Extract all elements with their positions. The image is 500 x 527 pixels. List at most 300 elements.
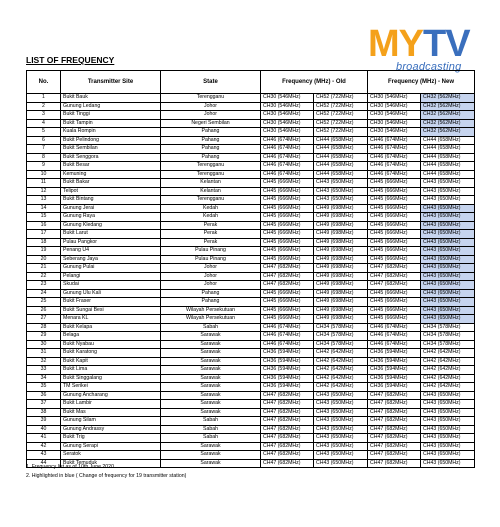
cell-old-1: CH46 (674MHz) — [261, 136, 314, 145]
cell-old-2: CH49 (698MHz) — [314, 315, 368, 324]
cell-old-1: CH45 (666MHz) — [261, 204, 314, 213]
cell-no: 13 — [27, 196, 61, 205]
cell-new-2: CH44 (658MHz) — [421, 153, 475, 162]
cell-new-1: CH36 (594MHz) — [368, 349, 421, 358]
cell-old-2: CH49 (698MHz) — [314, 264, 368, 273]
cell-state: Johor — [161, 111, 261, 120]
cell-new-2: CH34 (578MHz) — [421, 323, 475, 332]
table-row — [27, 238, 475, 247]
cell-new-2: CH43 (650MHz) — [421, 179, 475, 188]
cell-old-2: CH43 (650MHz) — [314, 391, 368, 400]
cell-old-2: CH34 (578MHz) — [314, 340, 368, 349]
cell-state: Negeri Sembilan — [161, 119, 261, 128]
cell-site: Bukit Lima — [61, 366, 161, 375]
cell-no: 40 — [27, 425, 61, 434]
cell-site: Bukit Bauk — [61, 94, 161, 103]
cell-new-1: CH46 (674MHz) — [368, 332, 421, 341]
cell-no: 12 — [27, 187, 61, 196]
cell-new-1: CH45 (666MHz) — [368, 306, 421, 315]
cell-old-2: CH52 (722MHz) — [314, 111, 368, 120]
cell-state: Sarawak — [161, 442, 261, 451]
table-row — [27, 383, 475, 392]
cell-old-2: CH49 (698MHz) — [314, 272, 368, 281]
cell-new-1: CH47 (682MHz) — [368, 264, 421, 273]
cell-new-2: CH32 (562MHz) — [421, 94, 475, 103]
cell-state: Sarawak — [161, 408, 261, 417]
cell-new-2: CH44 (658MHz) — [421, 162, 475, 171]
cell-no: 6 — [27, 136, 61, 145]
table-row — [27, 230, 475, 239]
cell-old-1: CH30 (546MHz) — [261, 128, 314, 137]
cell-state: Pahang — [161, 298, 261, 307]
table-row — [27, 340, 475, 349]
header-site: Transmitter Site — [61, 71, 161, 94]
cell-old-1: CH45 (666MHz) — [261, 230, 314, 239]
cell-state: Sarawak — [161, 459, 261, 468]
cell-new-1: CH45 (666MHz) — [368, 196, 421, 205]
cell-old-2: CH44 (658MHz) — [314, 170, 368, 179]
table-row — [27, 442, 475, 451]
cell-old-1: CH45 (666MHz) — [261, 247, 314, 256]
cell-old-1: CH47 (682MHz) — [261, 400, 314, 409]
cell-state: Johor — [161, 272, 261, 281]
cell-no: 22 — [27, 272, 61, 281]
cell-old-2: CH43 (650MHz) — [314, 187, 368, 196]
cell-old-2: CH44 (658MHz) — [314, 162, 368, 171]
cell-new-1: CH47 (682MHz) — [368, 417, 421, 426]
cell-no: 1 — [27, 94, 61, 103]
table-row — [27, 315, 475, 324]
cell-state: Kedah — [161, 204, 261, 213]
cell-new-1: CH46 (674MHz) — [368, 145, 421, 154]
page-title: LIST OF FREQUENCY — [26, 55, 115, 65]
cell-site: Gunung Ulu Kali — [61, 289, 161, 298]
table-row — [27, 94, 475, 103]
cell-no: 37 — [27, 400, 61, 409]
cell-state: Pulau Pinang — [161, 247, 261, 256]
cell-state: Wilayah Persekutuan — [161, 306, 261, 315]
cell-state: Perak — [161, 230, 261, 239]
cell-old-2: CH43 (650MHz) — [314, 434, 368, 443]
cell-no: 36 — [27, 391, 61, 400]
table-row — [27, 179, 475, 188]
cell-no: 28 — [27, 323, 61, 332]
cell-state: Sabah — [161, 323, 261, 332]
cell-state: Terengganu — [161, 162, 261, 171]
cell-new-2: CH43 (650MHz) — [421, 408, 475, 417]
table-row — [27, 425, 475, 434]
cell-old-2: CH44 (658MHz) — [314, 136, 368, 145]
cell-site: Gunung Silam — [61, 417, 161, 426]
table-row — [27, 417, 475, 426]
cell-state: Terengganu — [161, 94, 261, 103]
cell-site: Gunung Ancharang — [61, 391, 161, 400]
cell-old-1: CH45 (666MHz) — [261, 187, 314, 196]
cell-state: Sarawak — [161, 332, 261, 341]
cell-no: 19 — [27, 247, 61, 256]
cell-new-1: CH46 (674MHz) — [368, 153, 421, 162]
cell-no: 42 — [27, 442, 61, 451]
cell-old-2: CH52 (722MHz) — [314, 94, 368, 103]
cell-new-1: CH30 (546MHz) — [368, 119, 421, 128]
cell-old-2: CH49 (698MHz) — [314, 289, 368, 298]
cell-site: Kuala Rompin — [61, 128, 161, 137]
cell-no: 11 — [27, 179, 61, 188]
header-state: State — [161, 71, 261, 94]
cell-no: 9 — [27, 162, 61, 171]
cell-old-2: CH43 (650MHz) — [314, 451, 368, 460]
cell-new-2: CH43 (650MHz) — [421, 442, 475, 451]
cell-new-1: CH47 (682MHz) — [368, 459, 421, 468]
cell-old-1: CH47 (682MHz) — [261, 425, 314, 434]
cell-state: Pahang — [161, 289, 261, 298]
cell-site: Bukit Larut — [61, 230, 161, 239]
cell-state: Sarawak — [161, 391, 261, 400]
cell-site: Bukit Sungai Besi — [61, 306, 161, 315]
cell-new-1: CH47 (682MHz) — [368, 425, 421, 434]
cell-state: Sabah — [161, 434, 261, 443]
table-row — [27, 272, 475, 281]
cell-new-2: CH43 (650MHz) — [421, 281, 475, 290]
cell-site: Bukit Lambir — [61, 400, 161, 409]
cell-old-2: CH49 (698MHz) — [314, 213, 368, 222]
cell-state: Johor — [161, 264, 261, 273]
cell-old-1: CH30 (546MHz) — [261, 102, 314, 111]
cell-no: 10 — [27, 170, 61, 179]
cell-no: 34 — [27, 374, 61, 383]
table-row — [27, 306, 475, 315]
cell-old-1: CH47 (682MHz) — [261, 281, 314, 290]
cell-new-1: CH45 (666MHz) — [368, 255, 421, 264]
cell-no: 18 — [27, 238, 61, 247]
cell-site: Bukit Tinggi — [61, 111, 161, 120]
cell-old-2: CH52 (722MHz) — [314, 102, 368, 111]
table-header-row — [27, 71, 475, 94]
cell-no: 26 — [27, 306, 61, 315]
cell-site: Gunung Ledang — [61, 102, 161, 111]
cell-site: Bukit Kelapa — [61, 323, 161, 332]
cell-site: Pulau Pangkor — [61, 238, 161, 247]
cell-new-2: CH43 (650MHz) — [421, 400, 475, 409]
cell-no: 21 — [27, 264, 61, 273]
cell-new-2: CH43 (650MHz) — [421, 204, 475, 213]
cell-new-2: CH43 (650MHz) — [421, 306, 475, 315]
cell-new-1: CH46 (674MHz) — [368, 323, 421, 332]
cell-new-2: CH43 (650MHz) — [421, 272, 475, 281]
cell-state: Kedah — [161, 213, 261, 222]
cell-site: Bukit Trig — [61, 434, 161, 443]
cell-old-2: CH43 (650MHz) — [314, 400, 368, 409]
cell-no: 8 — [27, 153, 61, 162]
cell-new-1: CH45 (666MHz) — [368, 238, 421, 247]
cell-no: 41 — [27, 434, 61, 443]
cell-state: Sarawak — [161, 349, 261, 358]
table-row — [27, 187, 475, 196]
cell-old-2: CH49 (698MHz) — [314, 281, 368, 290]
header-new: Frequency (MHz) - New — [368, 71, 475, 94]
cell-new-1: CH36 (594MHz) — [368, 366, 421, 375]
cell-no: 35 — [27, 383, 61, 392]
cell-old-1: CH47 (682MHz) — [261, 451, 314, 460]
cell-new-2: CH43 (650MHz) — [421, 298, 475, 307]
cell-old-2: CH42 (642MHz) — [314, 357, 368, 366]
cell-old-1: CH45 (666MHz) — [261, 289, 314, 298]
cell-new-1: CH45 (666MHz) — [368, 230, 421, 239]
cell-new-1: CH46 (674MHz) — [368, 136, 421, 145]
cell-old-1: CH36 (594MHz) — [261, 374, 314, 383]
cell-state: Pahang — [161, 145, 261, 154]
cell-new-2: CH43 (650MHz) — [421, 196, 475, 205]
cell-new-1: CH36 (594MHz) — [368, 374, 421, 383]
cell-new-2: CH43 (650MHz) — [421, 255, 475, 264]
cell-state: Terengganu — [161, 170, 261, 179]
cell-site: TM Serikei — [61, 383, 161, 392]
cell-no: 44 — [27, 459, 61, 468]
cell-new-1: CH30 (546MHz) — [368, 111, 421, 120]
cell-no: 4 — [27, 119, 61, 128]
table-row — [27, 400, 475, 409]
cell-new-1: CH47 (682MHz) — [368, 408, 421, 417]
cell-new-2: CH43 (650MHz) — [421, 264, 475, 273]
cell-new-2: CH42 (642MHz) — [421, 366, 475, 375]
table-row — [27, 366, 475, 375]
cell-old-1: CH36 (594MHz) — [261, 366, 314, 375]
cell-no: 2 — [27, 102, 61, 111]
cell-old-1: CH46 (674MHz) — [261, 340, 314, 349]
cell-old-2: CH34 (578MHz) — [314, 323, 368, 332]
cell-state: Sarawak — [161, 400, 261, 409]
table-row — [27, 170, 475, 179]
footnote-1: 1. Frequency list as of 10th June 2020 — [26, 464, 114, 470]
cell-site: Telipot — [61, 187, 161, 196]
cell-site: Pelangi — [61, 272, 161, 281]
cell-no: 20 — [27, 255, 61, 264]
cell-old-2: CH44 (658MHz) — [314, 145, 368, 154]
cell-site: Bukit Mas — [61, 408, 161, 417]
table-row — [27, 264, 475, 273]
cell-new-2: CH43 (650MHz) — [421, 434, 475, 443]
cell-state: Johor — [161, 281, 261, 290]
cell-state: Sarawak — [161, 451, 261, 460]
cell-new-2: CH44 (658MHz) — [421, 136, 475, 145]
table-row — [27, 391, 475, 400]
logo-wordmark: MYTV — [368, 23, 470, 65]
cell-new-2: CH32 (562MHz) — [421, 128, 475, 137]
table-row — [27, 221, 475, 230]
cell-state: Sabah — [161, 425, 261, 434]
cell-old-2: CH49 (698MHz) — [314, 306, 368, 315]
cell-no: 39 — [27, 417, 61, 426]
cell-state: Pahang — [161, 136, 261, 145]
cell-old-1: CH47 (682MHz) — [261, 272, 314, 281]
cell-state: Pahang — [161, 153, 261, 162]
cell-no: 30 — [27, 340, 61, 349]
cell-no: 7 — [27, 145, 61, 154]
table-row — [27, 374, 475, 383]
cell-old-1: CH45 (666MHz) — [261, 221, 314, 230]
logo-tagline: broadcasting — [396, 61, 462, 73]
cell-site: Bukit Kapit — [61, 357, 161, 366]
cell-new-2: CH43 (650MHz) — [421, 187, 475, 196]
footnotes — [26, 463, 186, 481]
cell-new-1: CH47 (682MHz) — [368, 400, 421, 409]
cell-site: Bukit Bakar — [61, 179, 161, 188]
cell-site: Bukit Bintang — [61, 196, 161, 205]
cell-no: 15 — [27, 213, 61, 222]
cell-old-1: CH30 (546MHz) — [261, 119, 314, 128]
cell-site: Kemuning — [61, 170, 161, 179]
table-row — [27, 153, 475, 162]
table-row — [27, 196, 475, 205]
cell-site: Penang U4 — [61, 247, 161, 256]
cell-state: Sabah — [161, 417, 261, 426]
cell-new-2: CH34 (578MHz) — [421, 340, 475, 349]
cell-old-1: CH45 (666MHz) — [261, 298, 314, 307]
cell-no: 27 — [27, 315, 61, 324]
cell-old-2: CH42 (642MHz) — [314, 374, 368, 383]
cell-old-2: CH42 (642MHz) — [314, 383, 368, 392]
cell-no: 3 — [27, 111, 61, 120]
cell-site: Bukit Pelindong — [61, 136, 161, 145]
cell-new-2: CH43 (650MHz) — [421, 417, 475, 426]
cell-new-2: CH32 (562MHz) — [421, 102, 475, 111]
cell-new-2: CH42 (642MHz) — [421, 357, 475, 366]
cell-state: Kelantan — [161, 187, 261, 196]
cell-no: 14 — [27, 204, 61, 213]
cell-new-1: CH46 (674MHz) — [368, 162, 421, 171]
cell-new-2: CH42 (642MHz) — [421, 383, 475, 392]
cell-old-1: CH45 (666MHz) — [261, 306, 314, 315]
cell-old-1: CH30 (546MHz) — [261, 111, 314, 120]
cell-site: Belaga — [61, 332, 161, 341]
cell-site: Bukit Fraser — [61, 298, 161, 307]
table-row — [27, 102, 475, 111]
cell-old-1: CH46 (674MHz) — [261, 170, 314, 179]
cell-old-1: CH30 (546MHz) — [261, 94, 314, 103]
cell-site: Gunung Raya — [61, 213, 161, 222]
cell-new-2: CH43 (650MHz) — [421, 247, 475, 256]
cell-new-1: CH45 (666MHz) — [368, 221, 421, 230]
cell-old-2: CH43 (650MHz) — [314, 425, 368, 434]
footnote-2: 2. Highlighted in blue ( Change of frequency for 19 transmitter station) — [26, 473, 187, 479]
cell-site: Gunung Serapi — [61, 442, 161, 451]
cell-new-2: CH43 (650MHz) — [421, 238, 475, 247]
cell-site: Bukit Besar — [61, 162, 161, 171]
table-row — [27, 434, 475, 443]
cell-old-2: CH49 (698MHz) — [314, 255, 368, 264]
table-row — [27, 357, 475, 366]
cell-state: Wilayah Persekutuan — [161, 315, 261, 324]
cell-old-2: CH42 (642MHz) — [314, 349, 368, 358]
cell-no: 29 — [27, 332, 61, 341]
cell-new-1: CH45 (666MHz) — [368, 289, 421, 298]
cell-old-2: CH43 (650MHz) — [314, 179, 368, 188]
cell-new-1: CH47 (682MHz) — [368, 442, 421, 451]
cell-old-2: CH34 (578MHz) — [314, 332, 368, 341]
cell-new-1: CH36 (594MHz) — [368, 357, 421, 366]
cell-site: Gunung Kledang — [61, 221, 161, 230]
cell-new-2: CH42 (642MHz) — [421, 349, 475, 358]
cell-state: Sarawak — [161, 357, 261, 366]
cell-site: Bukit Sembilan — [61, 145, 161, 154]
cell-old-1: CH46 (674MHz) — [261, 323, 314, 332]
cell-no: 17 — [27, 230, 61, 239]
cell-old-2: CH43 (650MHz) — [314, 442, 368, 451]
cell-new-2: CH43 (650MHz) — [421, 213, 475, 222]
cell-site: Seberang Jaya — [61, 255, 161, 264]
cell-old-1: CH47 (682MHz) — [261, 391, 314, 400]
cell-old-1: CH45 (666MHz) — [261, 238, 314, 247]
table-row — [27, 289, 475, 298]
cell-old-1: CH47 (682MHz) — [261, 264, 314, 273]
cell-site: Bukit Nyabau — [61, 340, 161, 349]
cell-site: Gunung Pulai — [61, 264, 161, 273]
cell-old-2: CH43 (650MHz) — [314, 417, 368, 426]
table-row — [27, 204, 475, 213]
cell-no: 38 — [27, 408, 61, 417]
cell-new-2: CH43 (650MHz) — [421, 451, 475, 460]
cell-old-2: CH42 (642MHz) — [314, 366, 368, 375]
cell-new-2: CH43 (650MHz) — [421, 289, 475, 298]
cell-new-1: CH45 (666MHz) — [368, 179, 421, 188]
cell-no: 25 — [27, 298, 61, 307]
cell-old-1: CH46 (674MHz) — [261, 153, 314, 162]
cell-state: Perak — [161, 221, 261, 230]
cell-site: Bukit Temuduk — [61, 459, 161, 468]
cell-old-2: CH52 (722MHz) — [314, 128, 368, 137]
cell-old-1: CH46 (674MHz) — [261, 332, 314, 341]
cell-old-1: CH46 (674MHz) — [261, 145, 314, 154]
table-row — [27, 111, 475, 120]
cell-state: Pulau Pinang — [161, 255, 261, 264]
cell-site: Menara KL — [61, 315, 161, 324]
cell-no: 31 — [27, 349, 61, 358]
cell-no: 16 — [27, 221, 61, 230]
cell-old-1: CH47 (682MHz) — [261, 434, 314, 443]
cell-new-1: CH36 (594MHz) — [368, 383, 421, 392]
cell-no: 24 — [27, 289, 61, 298]
cell-new-2: CH43 (650MHz) — [421, 221, 475, 230]
table-row — [27, 255, 475, 264]
cell-state: Perak — [161, 238, 261, 247]
cell-site: Bukit Singgalang — [61, 374, 161, 383]
cell-site: Bukit Tampin — [61, 119, 161, 128]
table-row — [27, 119, 475, 128]
cell-old-1: CH36 (594MHz) — [261, 349, 314, 358]
cell-old-2: CH44 (658MHz) — [314, 153, 368, 162]
cell-new-2: CH32 (562MHz) — [421, 111, 475, 120]
cell-old-2: CH43 (650MHz) — [314, 408, 368, 417]
cell-new-2: CH44 (658MHz) — [421, 170, 475, 179]
cell-old-1: CH45 (666MHz) — [261, 255, 314, 264]
cell-site: Bukit Karatong — [61, 349, 161, 358]
cell-old-2: CH49 (698MHz) — [314, 238, 368, 247]
table-row — [27, 128, 475, 137]
cell-new-1: CH47 (682MHz) — [368, 281, 421, 290]
cell-new-2: CH34 (578MHz) — [421, 332, 475, 341]
cell-old-2: CH49 (698MHz) — [314, 247, 368, 256]
cell-state: Kelantan — [161, 179, 261, 188]
cell-old-2: CH43 (650MHz) — [314, 459, 368, 468]
cell-old-1: CH36 (594MHz) — [261, 357, 314, 366]
cell-old-1: CH47 (682MHz) — [261, 417, 314, 426]
cell-new-1: CH45 (666MHz) — [368, 187, 421, 196]
cell-old-1: CH47 (682MHz) — [261, 459, 314, 468]
table-body — [27, 94, 475, 468]
cell-old-2: CH49 (698MHz) — [314, 221, 368, 230]
cell-old-1: CH45 (666MHz) — [261, 213, 314, 222]
cell-new-1: CH45 (666MHz) — [368, 298, 421, 307]
